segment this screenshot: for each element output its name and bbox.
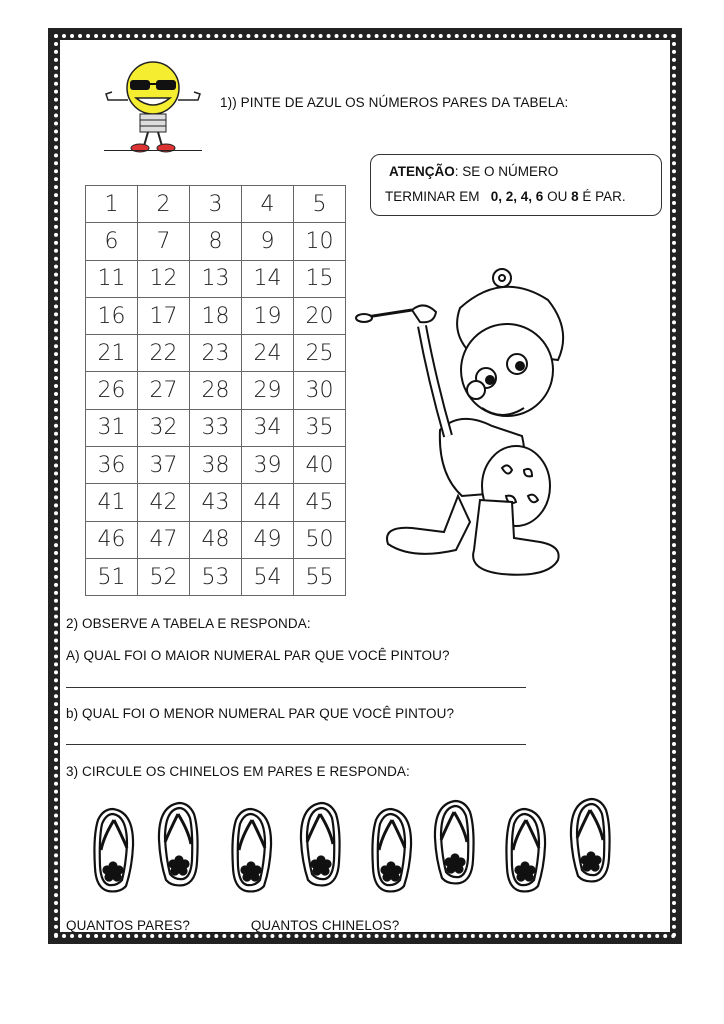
attention-or: OU xyxy=(547,189,568,204)
question-3: 3) CIRCULE OS CHINELOS EM PARES E RESPONDA: xyxy=(66,764,410,779)
table-row xyxy=(86,297,346,334)
number-cell[interactable]: 50 xyxy=(294,521,346,558)
question-1: 1)) PINTE DE AZUL OS NÚMEROS PARES DA TABELA: xyxy=(220,95,569,110)
flip-flop-icon[interactable] xyxy=(368,806,414,894)
number-cell[interactable]: 38 xyxy=(190,447,242,484)
table-row xyxy=(86,186,346,223)
number-cell[interactable]: 10 xyxy=(294,223,346,260)
attention-digits: 0, 2, 4, 6 xyxy=(490,189,544,204)
number-cell[interactable]: 21 xyxy=(86,335,138,372)
attention-box xyxy=(370,154,662,216)
number-cell[interactable]: 41 xyxy=(86,484,138,521)
number-cell[interactable]: 5 xyxy=(294,186,346,223)
number-cell[interactable]: 43 xyxy=(190,484,242,521)
sandals-question: QUANTOS CHINELOS? __________ xyxy=(250,918,480,933)
number-cell[interactable]: 32 xyxy=(138,409,190,446)
attention-line1: : SE O NÚMERO xyxy=(454,164,559,179)
answer-line-b[interactable] xyxy=(66,744,526,745)
number-cell[interactable]: 51 xyxy=(86,558,138,595)
table-row xyxy=(86,223,346,260)
question-2: 2) OBSERVE A TABELA E RESPONDA: xyxy=(66,616,311,631)
number-cell[interactable]: 53 xyxy=(190,558,242,595)
number-cell[interactable]: 36 xyxy=(86,447,138,484)
number-cell[interactable]: 47 xyxy=(138,521,190,558)
table-row xyxy=(86,521,346,558)
number-cell[interactable]: 7 xyxy=(138,223,190,260)
number-cell[interactable]: 26 xyxy=(86,372,138,409)
number-cell[interactable]: 33 xyxy=(190,409,242,446)
number-cell[interactable]: 4 xyxy=(242,186,294,223)
table-row xyxy=(86,447,346,484)
flip-flop-icon[interactable] xyxy=(432,798,478,886)
flip-flop-icon[interactable] xyxy=(502,806,548,894)
number-cell[interactable]: 30 xyxy=(294,372,346,409)
number-cell[interactable]: 35 xyxy=(294,409,346,446)
number-cell[interactable]: 1 xyxy=(86,186,138,223)
table-row xyxy=(86,484,346,521)
flip-flop-icon[interactable] xyxy=(298,800,344,888)
number-cell[interactable]: 34 xyxy=(242,409,294,446)
number-cell[interactable]: 49 xyxy=(242,521,294,558)
number-cell[interactable]: 14 xyxy=(242,260,294,297)
number-cell[interactable]: 27 xyxy=(138,372,190,409)
flip-flop-icon[interactable] xyxy=(568,796,614,884)
attention-line2-prefix: TERMINAR EM xyxy=(385,189,480,204)
attention-eight: 8 xyxy=(571,189,579,204)
clown-painter-icon xyxy=(352,260,584,586)
table-row xyxy=(86,335,346,372)
number-cell[interactable]: 13 xyxy=(190,260,242,297)
number-cell[interactable]: 42 xyxy=(138,484,190,521)
flip-flop-icon[interactable] xyxy=(228,806,274,894)
number-cell[interactable]: 19 xyxy=(242,297,294,334)
number-cell[interactable]: 3 xyxy=(190,186,242,223)
number-cell[interactable]: 40 xyxy=(294,447,346,484)
number-cell[interactable]: 39 xyxy=(242,447,294,484)
number-cell[interactable]: 20 xyxy=(294,297,346,334)
number-cell[interactable]: 24 xyxy=(242,335,294,372)
number-cell[interactable]: 45 xyxy=(294,484,346,521)
attention-label: ATENÇÃO xyxy=(389,164,455,179)
lightbulb-mascot-icon xyxy=(98,60,208,156)
number-cell[interactable]: 44 xyxy=(242,484,294,521)
number-cell[interactable]: 37 xyxy=(138,447,190,484)
number-table xyxy=(85,185,346,596)
number-cell[interactable]: 22 xyxy=(138,335,190,372)
number-cell[interactable]: 9 xyxy=(242,223,294,260)
question-2a: A) QUAL FOI O MAIOR NUMERAL PAR QUE VOCÊ PINTOU? xyxy=(66,648,450,663)
number-cell[interactable]: 6 xyxy=(86,223,138,260)
number-cell[interactable]: 17 xyxy=(138,297,190,334)
number-cell[interactable]: 54 xyxy=(242,558,294,595)
number-cell[interactable]: 25 xyxy=(294,335,346,372)
table-row xyxy=(86,558,346,595)
flip-flop-icon[interactable] xyxy=(156,800,202,888)
number-cell[interactable]: 55 xyxy=(294,558,346,595)
question-2b: b) QUAL FOI O MENOR NUMERAL PAR QUE VOCÊ PINTOU? xyxy=(66,706,455,721)
table-row xyxy=(86,372,346,409)
number-cell[interactable]: 28 xyxy=(190,372,242,409)
table-row xyxy=(86,260,346,297)
mascot-underline xyxy=(104,150,202,151)
number-cell[interactable]: 31 xyxy=(86,409,138,446)
flip-flop-icon[interactable] xyxy=(90,806,136,894)
number-cell[interactable]: 15 xyxy=(294,260,346,297)
attention-suffix: É PAR. xyxy=(582,189,626,204)
number-cell[interactable]: 16 xyxy=(86,297,138,334)
answer-line-a[interactable] xyxy=(66,687,526,688)
number-cell[interactable]: 48 xyxy=(190,521,242,558)
table-row xyxy=(86,409,346,446)
number-cell[interactable]: 11 xyxy=(86,260,138,297)
number-cell[interactable]: 12 xyxy=(138,260,190,297)
pairs-question: QUANTOS PARES?________ xyxy=(66,918,251,933)
number-cell[interactable]: 46 xyxy=(86,521,138,558)
number-cell[interactable]: 23 xyxy=(190,335,242,372)
bottom-question xyxy=(66,918,479,933)
number-cell[interactable]: 18 xyxy=(190,297,242,334)
number-cell[interactable]: 8 xyxy=(190,223,242,260)
number-cell[interactable]: 52 xyxy=(138,558,190,595)
number-cell[interactable]: 29 xyxy=(242,372,294,409)
number-cell[interactable]: 2 xyxy=(138,186,190,223)
